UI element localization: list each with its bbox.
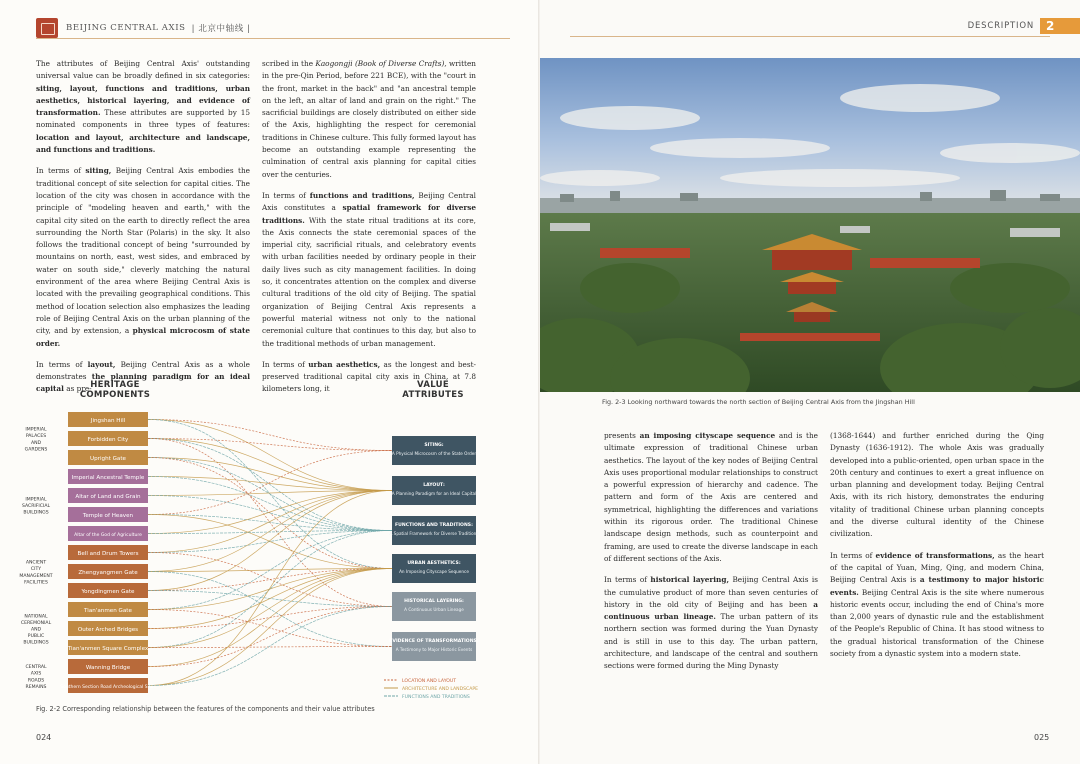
paragraph <box>604 574 818 672</box>
category-label-word: IMPERIAL <box>25 497 47 503</box>
text-run: and is the ultimate expression of traditional Chinese urban aesthetics. The layout of the key nodes of Beijing Central Axis uses proportional modular relationships to construct a powerful expression of hierarchy and cadence. The pattern and form of the Axis are centered and symmetrical, highlighting the differences and variations within its rigorous order. The traditional Chinese landscape design methods, such as counterpoint and framing, are used to create the diverse landscape in each of different sections of the Axis. <box>604 431 818 563</box>
component-label: Wanning Bridge <box>85 664 131 671</box>
attribute-subtitle: A Continuous Urban Lineage <box>404 607 464 612</box>
text-run: In terms of <box>36 166 86 176</box>
bold-phrase: a continuous urban lineage. <box>604 599 818 622</box>
attribute-title: SITING: <box>424 443 444 448</box>
connection-line <box>148 491 392 553</box>
bold-phrase: siting, layout, functions and traditions, urban aesthetics, historical layering, and evidence of transformation. <box>36 83 250 118</box>
text-run: In terms of <box>36 359 88 369</box>
category-label-word: ROADS <box>27 678 45 684</box>
book-title-chinese: | 北京中轴线 | <box>191 24 251 34</box>
connection-line <box>148 531 392 553</box>
category-label-word: BUILDINGS <box>23 510 49 516</box>
component-label: Tian'anmen Gate <box>84 607 132 614</box>
diagram-title-attributes: VALUE ATTRIBUTES <box>402 380 464 400</box>
component-label: Yongdingmen Gate <box>81 588 135 595</box>
legend-label: FUNCTIONS AND TRADITIONS <box>402 694 470 700</box>
bold-phrase: location and layout, architecture and landscape, and functions and traditions. <box>36 132 250 155</box>
text-run: Beijing Central Axis embodies the traditional concept of site selection for capital cities. The location of the city was chosen in accordance with the principle of "modeling heaven and earth," with the capital city sited on the earth to directly reflect the area surrounding the North Star (Polaris) in the sky. It also follows the traditional concept of being "surrounded by mountains on north, east, west sides, and embraced by water on south side," cleverly matching the natural environment of the area where Beijing Central Axis is located with the prevailing geographical conditions. This method of location selection also emphasizes the leading role of Beijing Central Axis on the urban planning of the city, and by extension, a <box>36 166 250 336</box>
attribute-title: LAYOUT: <box>423 483 445 488</box>
page-number-right: 025 <box>1034 733 1050 742</box>
category-label-word: CEREMONIAL <box>20 620 52 626</box>
paragraph <box>830 550 1044 661</box>
connection-line <box>148 569 392 629</box>
bold-phrase: siting, <box>85 166 112 176</box>
left-text-column-1 <box>36 58 250 405</box>
bold-phrase: layout, <box>87 359 116 369</box>
text-run: The urban pattern of its northern section was formed during the Yuan Dynasty and is still in use to this day. The urban pattern, architecture, and landscape of the central and southern sections were formed during the Ming Dynasty <box>604 612 818 671</box>
attribute-subtitle: A Spatial Framework for Diverse Traditions <box>389 531 479 536</box>
category-label-word: SACRIFICIAL <box>21 504 51 509</box>
component-label: Southern Section Road Archeological Sites <box>60 684 156 690</box>
attribute-title: HISTORICAL LAYERING: <box>404 599 464 604</box>
category-label-word: GARDENS <box>24 447 48 453</box>
connection-line <box>148 569 392 667</box>
category-label-word: AND <box>30 440 42 446</box>
component-label: Temple of Heaven <box>82 512 134 519</box>
category-label-word: AXIS <box>30 671 42 677</box>
connection-line <box>148 420 392 451</box>
connection-line <box>148 458 392 491</box>
category-label-word: IMPERIAL <box>25 427 47 433</box>
bold-phrase: evidence of transformations, <box>875 550 995 560</box>
text-run: as the heart of the capital of Yuan, Ming, Qing, and modern China, Beijing Central Axis is <box>830 550 1045 585</box>
component-label: Imperial Ancestral Temple <box>71 474 145 481</box>
page-number-left: 024 <box>36 733 52 742</box>
category-label-word: FACILITIES <box>24 580 48 586</box>
right-page <box>540 0 1080 764</box>
header-rule-right <box>570 36 1050 37</box>
bold-phrase: urban aesthetics, <box>308 359 381 369</box>
bold-phrase: the planning paradigm for an ideal capital <box>36 372 250 394</box>
paragraph <box>830 430 1044 541</box>
category-label-word: MANAGEMENT <box>19 573 53 579</box>
text-run: Beijing Central Axis as a whole demonstrates <box>36 359 250 382</box>
text-run: written in the pre-Qin Period, before 221 BCE), with the "court in the front, market in the back" and "an ancestral temple on the left, an altar of land and grain on the right." The sacrificial buildings are closely distributed on either side of the Axis, highlighting the respect for ceremonial traditions in Chinese culture. This fully formed layout has become an outstanding example representing the culmination of central axis planning for capital cities over the centuries. <box>262 59 476 179</box>
component-label: Outer Arched Bridges <box>77 626 139 633</box>
right-text-column-1 <box>604 430 818 682</box>
text-run: as the longest and best-preserved traditional capital city axis in China, at 7.8 kilometers long, it <box>262 359 477 394</box>
running-header-left <box>36 18 251 38</box>
figure-caption-2-2: Fig. 2-2 Corresponding relationship between the features of the components and their value attributes <box>36 705 375 713</box>
text-run: scribed in the <box>262 59 316 68</box>
category-label-word: BUILDINGS <box>23 640 49 646</box>
component-label: Altar of Land and Grain <box>75 493 141 500</box>
heritage-logo-icon <box>36 18 58 38</box>
category-label-word: REMAINS <box>25 684 47 690</box>
section-title: DESCRIPTION <box>967 21 1034 31</box>
text-run: presents <box>604 431 640 440</box>
connection-line <box>148 420 392 491</box>
bold-phrase: historical layering, <box>650 575 729 585</box>
text-run: Beijing Central Axis constitutes a <box>262 190 476 213</box>
paragraph <box>262 58 476 181</box>
text-run: Beijing Central Axis is the cumulative product of more than seven centuries of history in the old city of Beijing and has been <box>604 575 818 609</box>
connection-line <box>148 569 392 610</box>
connection-line <box>148 491 392 591</box>
attribute-subtitle: An Imposing Cityscape Sequence <box>399 569 469 574</box>
paragraph <box>262 190 476 350</box>
text-run: In terms of <box>262 190 310 200</box>
text-run: Beijing Central Axis is the site where numerous historic events occur, including the end of China's more than 2,000 years of dynastic rule and the establishment of the People's Republic of China. It has stood witness to the gradual historical transformation of the Chinese society from a dynastic system into a modern state. <box>830 587 1044 659</box>
connection-lines <box>148 420 392 686</box>
attribute-subtitle: A Physical Microcosm of the State Order <box>391 451 477 456</box>
component-label: Tian'anmen Square Complex <box>67 645 149 652</box>
attribute-title: FUNCTIONS AND TRADITIONS: <box>395 523 473 528</box>
component-label: Forbidden City <box>87 436 129 443</box>
text-run: (1368-1644) and further enriched during the Qing Dynasty (1636-1912). The whole Axis was gradually developed into a public-oriented, open urban space in the 20th century and continues to exert a great influence on urban planning and development today. Beijing Central Axis, with its rich history, demonstrates the enduring vitality of traditional Chinese urban planning concepts and the diverse cultural identity of the Chinese civilization. <box>830 431 1044 539</box>
category-label-word: NATIONAL <box>24 614 48 620</box>
paragraph <box>36 58 250 156</box>
figure-caption-2-3: Fig. 2-3 Looking northward towards the north section of Beijing Central Axis from the Jingshan Hill <box>602 398 915 406</box>
right-text-column-2 <box>830 430 1044 669</box>
left-text-column-2 <box>262 58 476 405</box>
attribute-title: URBAN AESTHETICS: <box>407 561 461 566</box>
text-run: In terms of <box>262 359 309 369</box>
text-run: In terms of <box>830 550 876 560</box>
header-rule-left <box>36 38 510 39</box>
category-label-word: ANCIENT <box>25 560 47 566</box>
bold-phrase: an imposing cityscape sequence <box>639 431 776 440</box>
bold-phrase: functions and traditions, <box>309 190 415 200</box>
attribute-subtitle: A Planning Paradigm for an Ideal Capital <box>391 491 477 496</box>
book-title: BEIJING CENTRAL AXIS <box>66 23 186 33</box>
category-label-word: PUBLIC <box>27 634 45 640</box>
text-run: In terms of <box>604 575 651 585</box>
category-label-word: PALACES <box>25 434 47 440</box>
text-run: These attributes are supported by 15 nominated components in three types of features: <box>36 108 250 130</box>
paragraph <box>36 165 250 349</box>
component-label: Upright Gate <box>90 455 126 462</box>
paragraph <box>604 430 818 565</box>
correspondence-diagram <box>0 402 540 702</box>
italic-phrase: Kaogongji (Book of Diverse Crafts), <box>315 59 447 68</box>
connection-line <box>148 647 392 648</box>
component-label: Bell and Drum Towers <box>77 550 139 557</box>
category-label-word: CITY <box>30 567 42 573</box>
legend-label: ARCHITECTURE AND LANDSCAPE <box>402 686 479 692</box>
connection-line <box>148 491 392 686</box>
text-run: as pre- <box>63 384 92 394</box>
text-run: The attributes of Beijing Central Axis' outstanding universal value can be broadly defined in six categories: <box>36 59 250 81</box>
category-label-word: CENTRAL <box>25 665 47 671</box>
connection-line <box>148 607 392 686</box>
connection-line <box>148 569 392 686</box>
attribute-title: EVIDENCE OF TRANSFORMATIONS: <box>389 639 479 644</box>
attribute-subtitle: A Testimony to Major Historic Events <box>395 647 473 652</box>
text-run: With the state ritual traditions at its core, the Axis connects the state ceremonial spaces of the imperial city, sacrificial rituals, and celebratory events with urban facilities needed by ordinary people in their daily lives such as city management facilities. In doing so, it concentrates attention on the complex and diverse cultural traditions of the old city of Beijing. The spatial organization of Beijing Central Axis represents a powerful material witness not only to the national ceremonial culture that continues to this day, but also to the traditional methods of urban management. <box>262 215 476 348</box>
bold-phrase: a testimony to major historic events. <box>830 575 1044 597</box>
bold-phrase: spatial framework for diverse traditions. <box>262 203 476 225</box>
photo-jingshan-view <box>540 58 1080 392</box>
category-label-word: AND <box>30 627 42 633</box>
component-label: Zhengyangmen Gate <box>78 569 138 576</box>
running-header-right <box>968 18 1080 34</box>
component-label: Jingshan Hill <box>90 417 126 424</box>
legend-label: LOCATION AND LAYOUT <box>402 678 457 684</box>
diagram-title-components: HERITAGE COMPONENTS <box>79 380 151 400</box>
component-label: Altar of the God of Agriculture <box>74 532 142 538</box>
bold-phrase: physical microcosm of state order. <box>36 326 250 348</box>
section-number-badge: 2 <box>1040 18 1080 34</box>
connection-line <box>148 607 392 667</box>
